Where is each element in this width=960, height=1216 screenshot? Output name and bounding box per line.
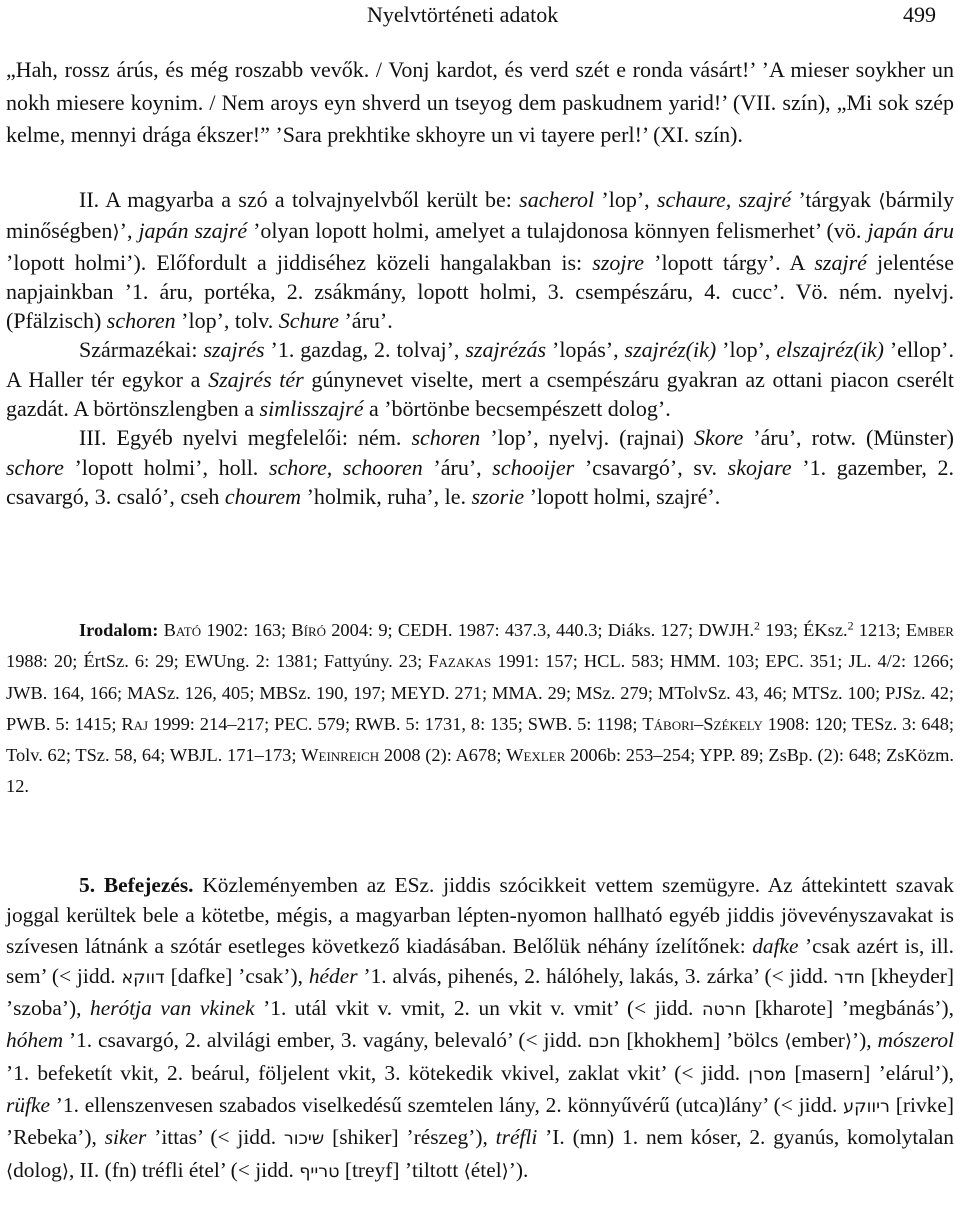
italic-term: skojare bbox=[727, 454, 792, 480]
text-run: a ’börtönbe becsempészett dolog’. bbox=[363, 396, 671, 422]
text-run: 2006b: 253–254; YPP. 89; ZsBp. (2): 648; ZsKözm. 12. bbox=[6, 745, 954, 797]
text-run: ’1. csavargó, 2. alvilági ember, 3. vagány, belevaló’ (< jidd. bbox=[63, 1028, 589, 1053]
text-run: ’1. utál vkit v. vmit, 2. un vkit v. vmit’ (< jidd. bbox=[254, 996, 702, 1021]
hebrew-word: טרייף bbox=[299, 1161, 340, 1182]
italic-term: Schure bbox=[278, 308, 339, 334]
angle-bracket: ⟨ bbox=[784, 1031, 792, 1053]
italic-term: sacherol bbox=[519, 187, 595, 212]
text-run: 1908: 120; TESz. 3: 648; Tolv. 62; TSz. 58, 64; WBJL. 171–173; bbox=[6, 713, 954, 766]
running-header bbox=[0, 0, 960, 30]
text-run: ’1. alvás, pihenés, 2. hálóhely, lakás, 3. zárka’ (< jidd. bbox=[357, 963, 835, 988]
references-label: Irodalom: bbox=[79, 620, 159, 640]
text-run: 2008 (2): A678; bbox=[379, 745, 507, 766]
text-run: ’1. gazdag, 2. tolvaj’, bbox=[264, 337, 466, 363]
text-run: ’lopott holmi, szajré’. bbox=[524, 483, 721, 509]
text-run: ’csak azért is, ill. sem’ (< jidd. bbox=[6, 933, 954, 988]
text-run: jelentése napjainkban ’1. áru, portéka, 2. zsákmány, lopott holmi, 3. csempészáru, 4. cucc’. Vö. ném. nyelvj. (Pfälzisch) bbox=[6, 249, 954, 334]
text-run: ’lopás’, bbox=[546, 337, 625, 363]
italic-term: szorie bbox=[471, 483, 525, 509]
quote-text bbox=[6, 54, 954, 152]
text-run: bármily minőségben bbox=[6, 187, 954, 244]
author-name: Tábori–Székely bbox=[642, 713, 763, 734]
author-name: Raj bbox=[121, 713, 149, 734]
text-run: ’ellop’. A Haller tér egykor a bbox=[6, 337, 954, 392]
text-run: [kharote] ’megbánás’), bbox=[746, 996, 954, 1021]
conclusion-paragraph bbox=[6, 870, 954, 1187]
text-run: 1988: 20; ÉrtSz. 6: 29; EWUng. 2: 1381; Fattyúny. 23; bbox=[6, 651, 429, 672]
text-run: ember bbox=[791, 1028, 845, 1053]
text-run: ’olyan lopott holmi, amelyet a tulajdonosa könnyen felismerhet’ (vö. bbox=[247, 218, 868, 244]
text-run: ’I. (mn) 1. nem kóser, 2. gyanús, komolytalan bbox=[537, 1125, 954, 1150]
running-title: Nyelvtörténeti adatok bbox=[367, 2, 559, 27]
references-block bbox=[6, 615, 954, 803]
edition-superscript: 2 bbox=[847, 618, 854, 633]
text-run: III. Egyéb nyelvi megfelelői: ném. bbox=[79, 425, 412, 451]
hebrew-word: שיכור bbox=[283, 1129, 325, 1150]
italic-term: elszajréz(ik) bbox=[776, 337, 884, 363]
italic-term: siker bbox=[104, 1125, 147, 1150]
text-run: ’tárgyak bbox=[791, 187, 879, 212]
text-run: ’lop’, bbox=[594, 187, 657, 212]
italic-term: szajréz(ik) bbox=[624, 337, 717, 363]
text-run: ’lopott holmi’, holl. bbox=[63, 454, 269, 480]
text-run: ’csavargó’, sv. bbox=[574, 454, 728, 480]
text-run: 2004: 9; CEDH. 1987: 437.3, 440.3; Diáks. 127; DWJH. bbox=[326, 620, 755, 640]
italic-term: mószerol bbox=[877, 1028, 954, 1053]
text-run: [shiker] ’részeg’), bbox=[324, 1125, 496, 1150]
angle-bracket: ⟩ bbox=[501, 1160, 509, 1182]
conclusion-section bbox=[6, 870, 954, 1187]
text-run: [rivke] ’Rebeka’), bbox=[6, 1093, 954, 1150]
text-run: [dafke] ’csak’), bbox=[164, 963, 309, 988]
italic-term: szojre bbox=[592, 249, 645, 275]
angle-bracket: ⟨ bbox=[463, 1160, 471, 1182]
section-ii bbox=[6, 185, 954, 511]
text-run: ’áru’, bbox=[422, 454, 493, 480]
italic-term: schore bbox=[6, 454, 64, 480]
hebrew-word: דווקא bbox=[121, 967, 165, 988]
text-run: ’lop’, tolv. bbox=[175, 308, 279, 334]
text-run: Közleményemben az ESz. jiddis szócikkeit vettem szemügyre. Az áttekintett szavak joggal kerültek bele a kötetbe, mégis, a magyarban lépten-nyomon hallható egyéb jiddis jövevényszavakat is szívesen látnánk a szótár esetleges következő kiadásában. Belőlük néhány ízelítőnek: bbox=[6, 873, 954, 958]
text-run: 1213; bbox=[853, 620, 906, 640]
text-run: [kheyder] ’szoba’), bbox=[6, 963, 954, 1021]
section-heading: 5. Befejezés. bbox=[79, 873, 194, 897]
author-name: Wexler bbox=[506, 745, 566, 766]
text-run: étel bbox=[470, 1157, 502, 1182]
italic-term: herótja van vkinek bbox=[90, 996, 255, 1021]
section-ii-paragraph bbox=[6, 185, 954, 335]
text-run: ’1. gazember, 2. csavargó, 3. csaló’, cseh bbox=[6, 454, 954, 509]
italic-term: simlisszajré bbox=[259, 396, 364, 422]
text-run: ’), bbox=[852, 1028, 878, 1053]
text-run: ’lop’, bbox=[716, 337, 777, 363]
author-name: Bató bbox=[163, 620, 202, 640]
italic-term: héder bbox=[308, 963, 358, 988]
italic-term: schoren bbox=[411, 425, 481, 451]
text-run: 1999: 214–217; PEC. 579; RWB. 5: 1731, 8: 135; SWB. 5: 1198; bbox=[148, 713, 643, 734]
text-run: ’ittas’ (< jidd. bbox=[146, 1125, 284, 1150]
italic-term: chourem bbox=[224, 483, 302, 509]
author-name: Ember bbox=[905, 620, 954, 640]
edition-superscript: 2 bbox=[754, 618, 761, 633]
author-name: Bíró bbox=[291, 620, 327, 640]
text-run: [treyf] ’tiltott bbox=[339, 1157, 464, 1182]
references-paragraph bbox=[6, 615, 954, 803]
text-run: gúnynevet viselte, mert a csempészáru gyakran az ottani piacon cserélt gazdát. A börtönszlengben a bbox=[6, 366, 955, 422]
hebrew-word: חכם bbox=[588, 1032, 621, 1053]
text-run: II. A magyarba a szó a tolvajnyelvből került be: bbox=[79, 187, 520, 212]
text-run: dolog bbox=[13, 1157, 62, 1182]
text-run: 1902: 163; bbox=[201, 620, 292, 640]
text-run: 193; ÉKsz. bbox=[760, 620, 848, 640]
italic-term: dafke bbox=[752, 933, 799, 958]
italic-term: schore, schooren bbox=[268, 454, 423, 480]
angle-bracket: ⟩ bbox=[61, 1160, 69, 1182]
text-run: ’holmik, ruha’, le. bbox=[301, 483, 472, 509]
text-run: ’lopott holmi’). Előfordult a jiddiséhez közeli hangalakban is: bbox=[6, 249, 593, 275]
author-name: Weinreich bbox=[301, 745, 380, 766]
italic-term: szajré bbox=[814, 249, 867, 275]
section-ii-derivatives-paragraph bbox=[6, 335, 954, 423]
text-run: ’áru’. bbox=[338, 308, 393, 334]
text-run: 1991: 157; HCL. 583; HMM. 103; EPC. 351; JL. 4/2: 1266; JWB. 164, 166; MASz. 126, 405; MBSz. 190, 197; MEYD. 271; MMA. 29; MSz. 279; MTolvSz. 43, 46; MTSz. 100; PJSz. 42; PWB. 5: 1415; bbox=[6, 651, 954, 734]
hebrew-word: מסרן bbox=[748, 1064, 787, 1085]
text-run: , II. (fn) tréfli étel’ (< jidd. bbox=[68, 1157, 300, 1182]
text-run: Származékai: bbox=[79, 337, 204, 363]
italic-term: Skore bbox=[693, 425, 744, 451]
text-run: [masern] ’elárul’), bbox=[786, 1060, 954, 1085]
text-run: ’, bbox=[119, 218, 139, 244]
hebrew-word: חדר bbox=[834, 967, 865, 988]
italic-term: szajrés bbox=[203, 337, 265, 363]
text-run: ’áru’, rotw. (Münster) bbox=[743, 425, 954, 451]
italic-term: japán áru bbox=[867, 218, 954, 244]
angle-bracket: ⟩ bbox=[844, 1031, 852, 1053]
italic-term: schaure, szajré bbox=[656, 187, 792, 212]
italic-term: rüfke bbox=[6, 1093, 50, 1118]
text-run: ’). bbox=[508, 1157, 529, 1182]
hebrew-word: חרטה bbox=[701, 1000, 747, 1021]
text-run: ’lop’, nyelvj. (rajnai) bbox=[480, 425, 694, 451]
page-number: 499 bbox=[903, 2, 936, 27]
italic-term: Szajrés tér bbox=[208, 366, 304, 392]
section-iii-paragraph bbox=[6, 423, 954, 511]
author-name: Fazakas bbox=[428, 651, 492, 672]
quote-line: „Hah, rossz árús, és még roszabb vevők. / Vonj kardot, és verd szét e ronda vásárt!’ ’A mieser soykher un nokh miesere koynim. / Nem aroys eyn shverd un tseyog dem paskudnem yarid!’ (VII. szín), „Mi sok szép kelme, mennyi drága ékszer!” ’Sara prekhtike skhoyre un vi tayere perl!’ (XI. szín). bbox=[6, 57, 954, 147]
italic-term: schoren bbox=[106, 308, 176, 334]
italic-term: schooijer bbox=[492, 454, 575, 480]
italic-term: hóhem bbox=[6, 1028, 64, 1053]
text-run: ’1. befeketít vkit, 2. beárul, följelent vkit, 3. kötekedik vkivel, zaklat vkit’ (< jidd. bbox=[6, 1060, 749, 1085]
hebrew-word: ריווקע bbox=[843, 1097, 890, 1118]
italic-term: tréfli bbox=[495, 1125, 538, 1150]
quote-paragraph bbox=[6, 54, 954, 152]
text-run: ’1. ellenszenvesen szabados viselkedésű szemtelen lány, 2. könnyűvérű (utca)lány’ (< jidd. bbox=[49, 1093, 844, 1118]
italic-term: szajrézás bbox=[465, 337, 547, 363]
text-run: ’lopott tárgy’. A bbox=[644, 249, 815, 275]
angle-bracket: ⟨ bbox=[6, 1160, 14, 1182]
italic-term: japán szajré bbox=[138, 218, 248, 244]
angle-bracket: ⟨ bbox=[878, 191, 886, 212]
angle-bracket: ⟩ bbox=[112, 222, 120, 244]
text-run: [khokhem] ’bölcs bbox=[620, 1028, 785, 1053]
